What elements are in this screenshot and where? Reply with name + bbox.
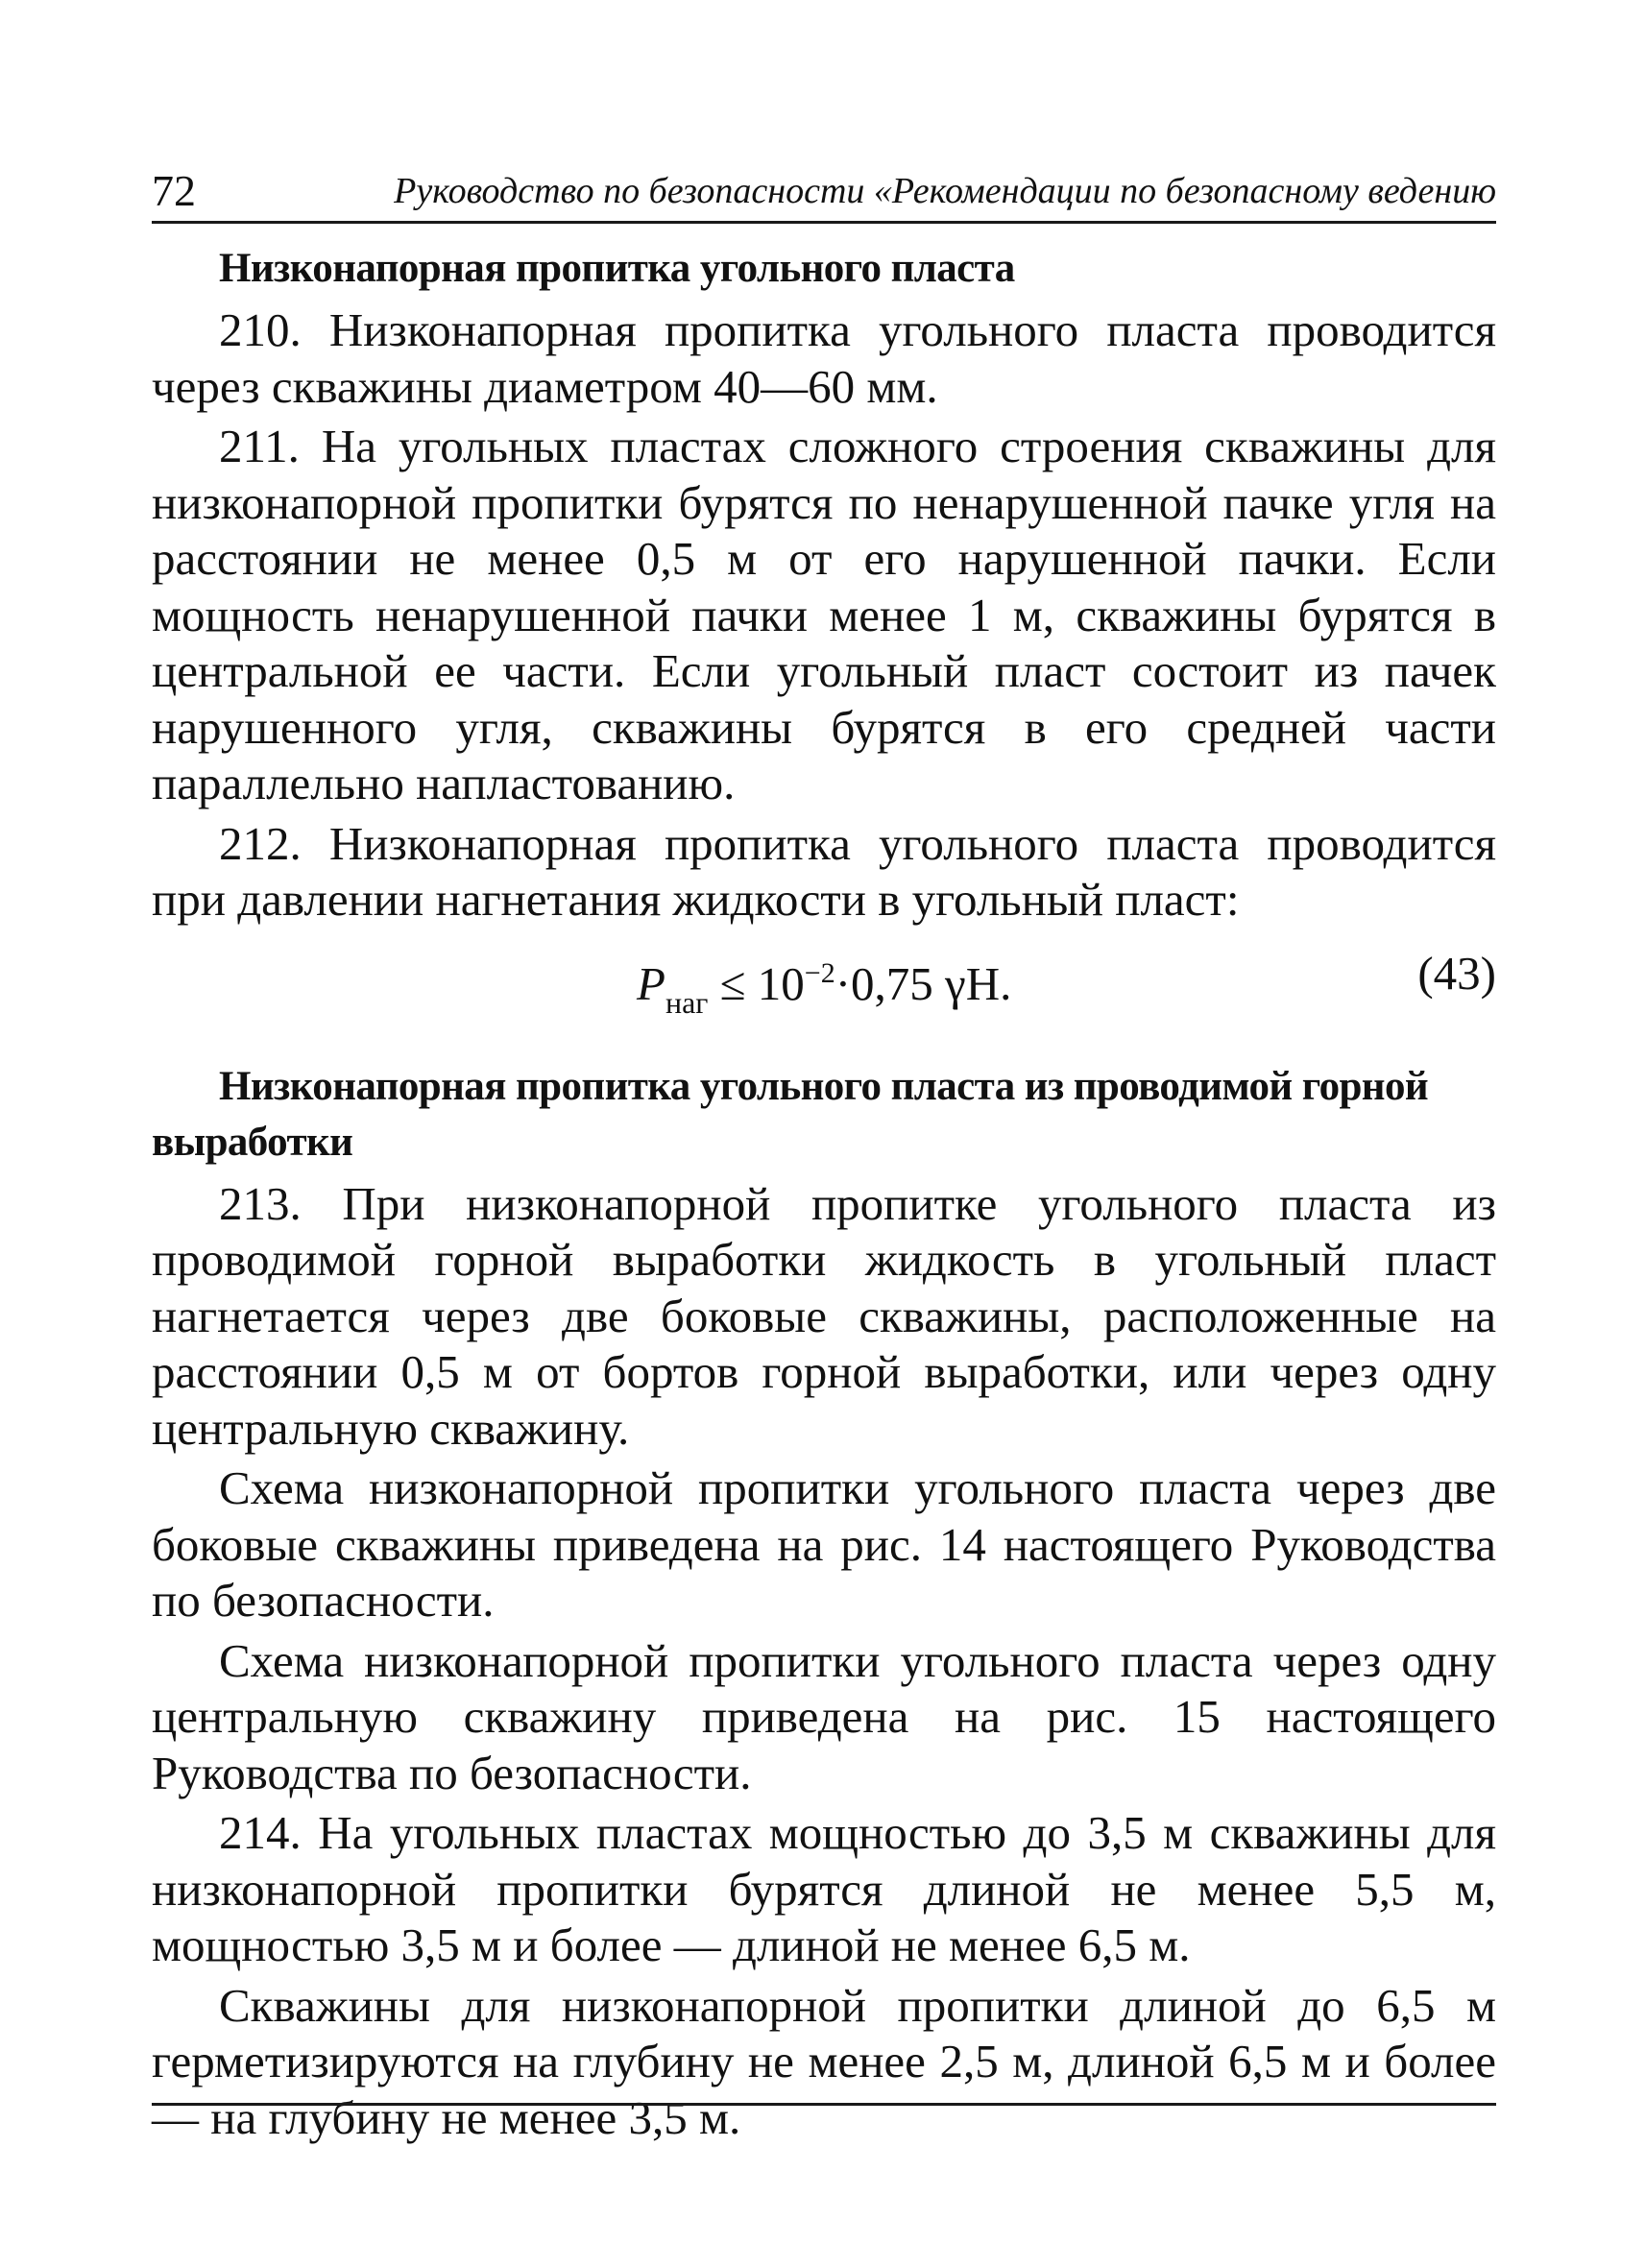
footer-rule xyxy=(152,2103,1496,2106)
page-number: 72 xyxy=(152,166,196,215)
paragraph-sealing: Скважины для низконапорной пропитки длиной до 6,5 м герметизируются на глубину не менее 2,5 м, длиной 6,5 м и более — на глубину не менее 3,5 м. xyxy=(152,1978,1496,2144)
paragraph-210: 210. Низконапорная пропитка угольного пласта проводится через скважины диаметром 40—60 мм. xyxy=(152,303,1496,413)
formula-symbol: P xyxy=(637,956,665,1010)
paragraph-scheme-fig14: Схема низконапорной пропитки угольного пласта через две боковые скважины приведена на рис. 14 настоящего Руководства по безопасности. xyxy=(152,1461,1496,1627)
running-head-title: Руководство по безопасности «Рекомендации по безопасному ведению xyxy=(394,171,1496,211)
paragraph-scheme-fig15: Схема низконапорной пропитки угольного пласта через одну центральную скважину приведена на рис. 15 настоящего Руководства по безопасности. xyxy=(152,1633,1496,1799)
formula-43 xyxy=(152,938,1496,1026)
formula-expression xyxy=(637,946,1011,1030)
formula-exponent: −2 xyxy=(804,956,835,989)
formula-rest: ·0,75 γH. xyxy=(835,956,1012,1010)
section-heading-from-workings: Низконапорная пропитка угольного пласта из проводимой горной выработки xyxy=(152,1063,1429,1165)
formula-relation: ≤ 10 xyxy=(708,956,805,1010)
paragraph-214: 214. На угольных пластах мощностью до 3,5 м скважины для низконапорной пропитки бурятся длиной не менее 5,5 м, мощностью 3,5 м и более — длиной не менее 6,5 м. xyxy=(152,1806,1496,1971)
formula-subscript: наг xyxy=(665,984,709,1020)
paragraph-213: 213. При низконапорной пропитке угольного пласта из проводимой горной выработки жидкость в угольный пласт нагнетается через две боковые скважины, расположенные на расстоянии 0,5 м от бортов горной выработки, или через одну центральную скважину. xyxy=(152,1176,1496,1455)
paragraph-211: 211. На угольных пластах сложного строения скважины для низконапорной пропитки бурятся по ненарушенной пачке угля на расстоянии не менее 0,5 м от его нарушенной пачки. Если мощность ненарушенной пачки менее 1 м, скважины бурятся в центральной ее части. Если угольный пласт состоит из пачек нарушенного угля, скважины бурятся в его средней части параллельно напластованию. xyxy=(152,420,1496,809)
section-heading-low-pressure-infusion: Низконапорная пропитка угольного пласта xyxy=(219,246,1015,291)
equation-number: (43) xyxy=(1417,946,1496,1000)
running-head xyxy=(152,154,1496,224)
paragraph-212: 212. Низконапорная пропитка угольного пласта проводится при давлении нагнетания жидкости в угольный пласт: xyxy=(152,816,1496,926)
document-page xyxy=(152,154,1496,2146)
